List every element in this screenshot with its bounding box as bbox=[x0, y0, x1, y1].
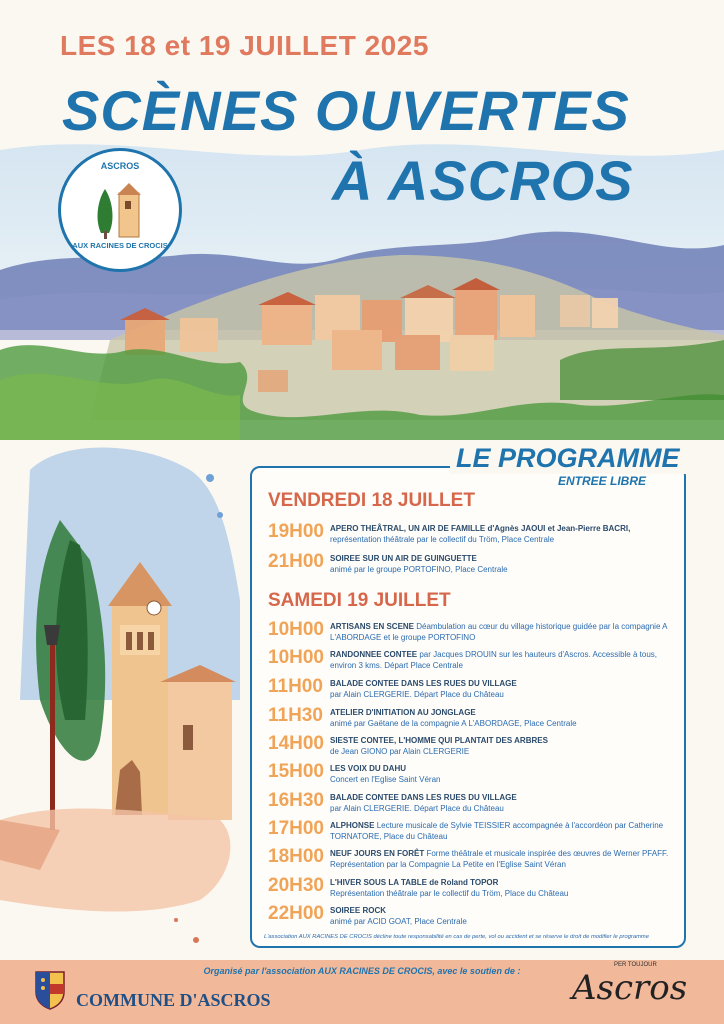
event-title-line1: SCÈNES OUVERTES bbox=[62, 79, 630, 142]
event-title: RANDONNEE CONTEE bbox=[330, 650, 418, 659]
logo-bottom-text: AUX RACINES DE CROCIS bbox=[72, 241, 168, 250]
association-logo bbox=[58, 148, 182, 272]
event-title: NEUF JOURS EN FORÊT bbox=[330, 849, 425, 858]
event-desc: animé par ACID GOAT, Place Centrale bbox=[330, 917, 467, 926]
event-title: ARTISANS EN SCENE bbox=[330, 622, 415, 631]
event-time: 20H30 bbox=[268, 875, 324, 896]
event-desc: Lecture musicale de Sylvie TEISSIER accompagnée à l'accordéon par Catherine TORNATORE, Place du Château bbox=[330, 821, 664, 841]
event-desc: de Jean GIONO par Alain CLERGERIE bbox=[330, 747, 470, 756]
event-desc: animé par Gaëtane de la compagnie A L'ABORDAGE, Place Centrale bbox=[330, 719, 577, 728]
event-title: LES VOIX DU DAHU bbox=[330, 764, 407, 773]
event-time: 19H00 bbox=[268, 521, 324, 542]
event-time: 10H00 bbox=[268, 619, 324, 640]
programme-title: LE PROGRAMME bbox=[450, 443, 686, 474]
programme-subtitle: ENTREE LIBRE bbox=[558, 474, 647, 488]
event-title: BALADE CONTEE DANS LES RUES DU VILLAGE bbox=[330, 679, 517, 688]
commune-crest-icon bbox=[34, 970, 66, 1010]
event-time: 11H30 bbox=[268, 705, 323, 726]
event-time: 18H00 bbox=[268, 846, 324, 867]
event-time: 15H00 bbox=[268, 761, 324, 782]
event-desc: Concert en l'Eglise Saint Véran bbox=[330, 775, 441, 784]
day-heading-friday: VENDREDI 18 JUILLET bbox=[268, 490, 475, 511]
logo-top-text: ASCROS bbox=[100, 161, 140, 171]
commune-name: COMMUNE D'ASCROS bbox=[76, 990, 271, 1010]
event-title: L'HIVER SOUS LA TABLE de Roland TOPOR bbox=[330, 878, 499, 887]
event-desc: animé par le groupe PORTOFINO, Place Centrale bbox=[330, 565, 508, 574]
event-desc: Forme théâtrale et musicale inspirée des œuvres de Werner PFAFF. Représentation par la Compagnie La Petite en l'Eglise Saint Véran bbox=[330, 849, 669, 869]
event-time: 21H00 bbox=[268, 551, 324, 572]
event-title: APERO THEÂTRAL, UN AIR DE FAMILLE d'Agnès JAOUI et Jean-Pierre BACRI, bbox=[330, 524, 631, 533]
disclaimer-text: L'association AUX RACINES DE CROCIS décline toute responsabilité en cas de perte, vol ou accident et se réserve le droit de modifier le programme bbox=[264, 934, 649, 940]
event-desc: par Jacques DROUIN sur les hauteurs d'Ascros. Accessible à tous, environ 3 kms. Départ Place Centrale bbox=[330, 650, 657, 670]
event-time: 17H00 bbox=[268, 818, 324, 839]
event-desc: Représentation théâtrale par le collectif du Tröm, Place du Château bbox=[330, 889, 569, 898]
event-title-line2: À ASCROS bbox=[332, 149, 634, 212]
event-time: 16H30 bbox=[268, 790, 324, 811]
event-desc: par Alain CLERGERIE. Départ Place du Château bbox=[330, 804, 504, 813]
event-dates: LES 18 et 19 JUILLET 2025 bbox=[60, 30, 429, 61]
event-desc: par Alain CLERGERIE. Départ Place du Château bbox=[330, 690, 504, 699]
event-time: 10H00 bbox=[268, 647, 324, 668]
tree-and-tower-icon bbox=[61, 151, 179, 269]
event-time: 11H00 bbox=[268, 676, 323, 697]
event-title: ATELIER D'INITIATION AU JONGLAGE bbox=[330, 708, 476, 717]
ascros-logo-script: Ascros bbox=[572, 968, 688, 1008]
event-desc: représentation théâtrale par le collectif du Tröm, Place Centrale bbox=[330, 535, 555, 544]
footer-organizer-text: Organisé par l'association AUX RACINES DE CROCIS, avec le soutien de : bbox=[203, 966, 521, 976]
event-title: SOIREE ROCK bbox=[330, 906, 387, 915]
event-time: 22H00 bbox=[268, 903, 324, 924]
event-title: SIESTE CONTEE, L'HOMME QUI PLANTAIT DES ARBRES bbox=[330, 736, 548, 745]
event-title: SOIREE SUR UN AIR DE GUINGUETTE bbox=[330, 554, 477, 563]
event-desc: Déambulation au cœur du village historique guidée par la compagnie A L'ABORDAGE et le groupe PORTOFINO bbox=[330, 622, 668, 642]
event-title: BALADE CONTEE DANS LES RUES DU VILLAGE bbox=[330, 793, 517, 802]
event-title: ALPHONSE bbox=[330, 821, 375, 830]
event-time: 14H00 bbox=[268, 733, 324, 754]
day-heading-saturday: SAMEDI 19 JUILLET bbox=[268, 590, 451, 611]
ascros-logo-tagline: PER TOUJOUR bbox=[614, 962, 657, 968]
